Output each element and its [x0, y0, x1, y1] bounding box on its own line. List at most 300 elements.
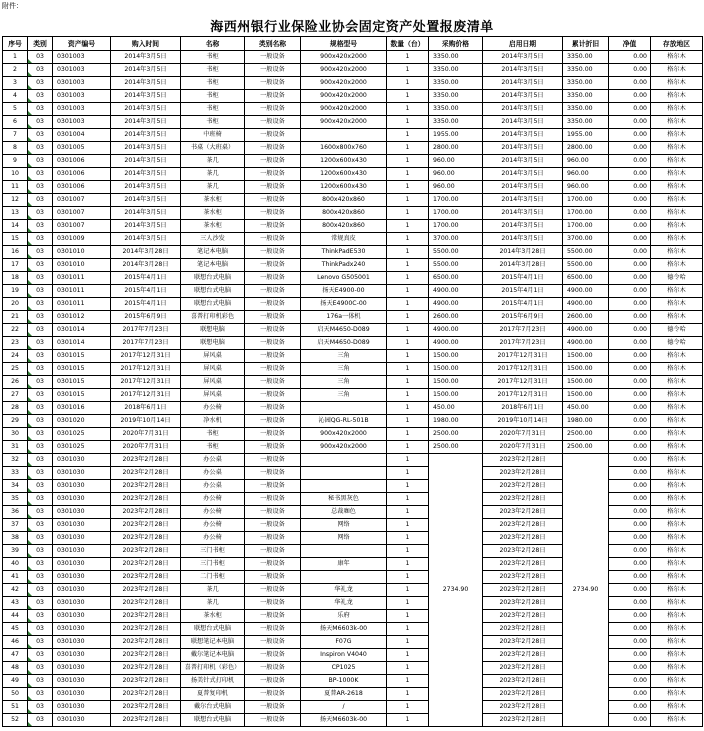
- cell-category-name: 一般设备: [245, 597, 301, 610]
- cell-start-date: 2019年10月14日: [483, 415, 563, 428]
- cell-asset-number: 0301011: [53, 285, 111, 298]
- cell-purchase-date: 2023年2月28日: [111, 610, 181, 623]
- cell-name: 书柜: [181, 428, 245, 441]
- cell-category-name: 一般设备: [245, 675, 301, 688]
- header-start-date: 启用日期: [483, 37, 563, 51]
- cell-quantity: 1: [387, 142, 429, 155]
- cell-seq: 34: [3, 480, 28, 493]
- cell-spec-model: 三角: [301, 363, 387, 376]
- cell-net-value: 0.00: [609, 246, 651, 259]
- cell-start-date: 2018年6月1日: [483, 402, 563, 415]
- cell-asset-number: 0301003: [53, 77, 111, 90]
- cell-name: 屏风桌: [181, 350, 245, 363]
- cell-net-value: 0.00: [609, 194, 651, 207]
- cell-purchase-date: 2018年6月1日: [111, 402, 181, 415]
- cell-storage-area: 格尔木: [651, 194, 703, 207]
- cell-purchase-date: 2023年2月28日: [111, 688, 181, 701]
- cell-category-name: 一般设备: [245, 532, 301, 545]
- cell-seq: 10: [3, 168, 28, 181]
- cell-category-name: 一般设备: [245, 701, 301, 714]
- cell-purchase-date: 2023年2月28日: [111, 545, 181, 558]
- cell-net-value: 0.00: [609, 441, 651, 454]
- cell-seq: 3: [3, 77, 28, 90]
- cell-net-value: 0.00: [609, 90, 651, 103]
- cell-name: 书柜: [181, 90, 245, 103]
- cell-accumulated-depreciation: 1980.00: [563, 415, 609, 428]
- cell-category: 03: [28, 545, 53, 558]
- cell-quantity: 1: [387, 337, 429, 350]
- cell-purchase-price: 960.00: [429, 168, 483, 181]
- cell-spec-model: 扬天M6603k-00: [301, 714, 387, 727]
- cell-name: 联想台式电脑: [181, 285, 245, 298]
- cell-purchase-price: 1500.00: [429, 363, 483, 376]
- cell-asset-number: 0301011: [53, 272, 111, 285]
- cell-asset-number: 0301015: [53, 389, 111, 402]
- cell-net-value: 0.00: [609, 376, 651, 389]
- cell-spec-model: 夏普AR-2618: [301, 688, 387, 701]
- table-row: [3, 116, 703, 129]
- cell-storage-area: 格尔木: [651, 454, 703, 467]
- cell-seq: 29: [3, 415, 28, 428]
- cell-asset-number: 0301030: [53, 571, 111, 584]
- cell-category-name: 一般设备: [245, 77, 301, 90]
- table-row: [3, 220, 703, 233]
- cell-name: 戴尔笔记本电脑: [181, 649, 245, 662]
- cell-category-name: 一般设备: [245, 636, 301, 649]
- cell-category-name: 一般设备: [245, 181, 301, 194]
- cell-category-name: 一般设备: [245, 493, 301, 506]
- cell-storage-area: 格尔木: [651, 558, 703, 571]
- cell-spec-model: 网络: [301, 519, 387, 532]
- cell-quantity: 1: [387, 168, 429, 181]
- cell-net-value: 0.00: [609, 350, 651, 363]
- cell-purchase-date: 2015年4月1日: [111, 285, 181, 298]
- cell-seq: 43: [3, 597, 28, 610]
- cell-name: 茶几: [181, 168, 245, 181]
- cell-purchase-price: 1500.00: [429, 389, 483, 402]
- cell-name: 茶几: [181, 155, 245, 168]
- table-row: [3, 194, 703, 207]
- cell-quantity: 1: [387, 324, 429, 337]
- cell-seq: 49: [3, 675, 28, 688]
- table-row: [3, 181, 703, 194]
- cell-net-value: 0.00: [609, 545, 651, 558]
- cell-purchase-price: 4900.00: [429, 285, 483, 298]
- cell-purchase-date: 2017年12月31日: [111, 350, 181, 363]
- cell-storage-area: 格尔木: [651, 415, 703, 428]
- cell-start-date: 2017年7月23日: [483, 337, 563, 350]
- cell-purchase-price: 2500.00: [429, 441, 483, 454]
- cell-quantity: 1: [387, 480, 429, 493]
- cell-accumulated-depreciation: 3350.00: [563, 64, 609, 77]
- cell-category-name: 一般设备: [245, 545, 301, 558]
- cell-quantity: 1: [387, 350, 429, 363]
- cell-quantity: 1: [387, 220, 429, 233]
- cell-name: 联想电脑: [181, 337, 245, 350]
- cell-name: 办公椅: [181, 532, 245, 545]
- cell-storage-area: 格尔木: [651, 584, 703, 597]
- cell-storage-area: 格尔木: [651, 207, 703, 220]
- asset-disposal-table: [2, 36, 703, 727]
- cell-seq: 15: [3, 233, 28, 246]
- cell-name: 书柜: [181, 103, 245, 116]
- cell-accumulated-depreciation: 960.00: [563, 155, 609, 168]
- cell-category-name: 一般设备: [245, 441, 301, 454]
- cell-seq: 18: [3, 272, 28, 285]
- cell-category-name: 一般设备: [245, 259, 301, 272]
- cell-asset-number: 0301030: [53, 675, 111, 688]
- cell-quantity: 1: [387, 532, 429, 545]
- cell-quantity: 1: [387, 428, 429, 441]
- cell-net-value: 0.00: [609, 337, 651, 350]
- cell-purchase-date: 2023年2月28日: [111, 675, 181, 688]
- cell-net-value: 0.00: [609, 129, 651, 142]
- cell-net-value: 0.00: [609, 480, 651, 493]
- cell-purchase-price: 1955.00: [429, 129, 483, 142]
- cell-category-name: 一般设备: [245, 233, 301, 246]
- cell-asset-number: 0301030: [53, 649, 111, 662]
- cell-category-name: 一般设备: [245, 467, 301, 480]
- table-row: [3, 233, 703, 246]
- cell-purchase-price: 960.00: [429, 155, 483, 168]
- cell-quantity: 1: [387, 207, 429, 220]
- cell-name: 夏普复印机: [181, 688, 245, 701]
- cell-net-value: 0.00: [609, 298, 651, 311]
- cell-start-date: 2014年3月28日: [483, 246, 563, 259]
- cell-category-name: 一般设备: [245, 376, 301, 389]
- cell-spec-model: 扬天E4900-00: [301, 285, 387, 298]
- cell-accumulated-depreciation: 2600.00: [563, 311, 609, 324]
- table-row: [3, 298, 703, 311]
- cell-start-date: 2014年3月5日: [483, 90, 563, 103]
- cell-spec-model: [301, 129, 387, 142]
- cell-purchase-price: 450.00: [429, 402, 483, 415]
- cell-seq: 27: [3, 389, 28, 402]
- cell-storage-area: 格尔木: [651, 480, 703, 493]
- cell-category: 03: [28, 649, 53, 662]
- cell-purchase-date: 2017年7月23日: [111, 337, 181, 350]
- table-row: [3, 246, 703, 259]
- cell-category: 03: [28, 480, 53, 493]
- cell-category: 03: [28, 493, 53, 506]
- cell-storage-area: 格尔木: [651, 532, 703, 545]
- cell-name: 屏风桌: [181, 363, 245, 376]
- cell-storage-area: 格尔木: [651, 597, 703, 610]
- cell-name: 办公桌: [181, 467, 245, 480]
- page-title: 海西州银行业保险业协会固定资产处置报废清单: [210, 20, 494, 35]
- cell-spec-model: 三角: [301, 389, 387, 402]
- cell-start-date: 2017年12月31日: [483, 376, 563, 389]
- cell-name: 戴尔台式电脑: [181, 701, 245, 714]
- cell-spec-model: 秘书黑灰色: [301, 493, 387, 506]
- cell-asset-number: 0301005: [53, 142, 111, 155]
- cell-seq: 42: [3, 584, 28, 597]
- cell-category-name: 一般设备: [245, 142, 301, 155]
- header-accumulated-depreciation: 累计折旧: [563, 37, 609, 51]
- cell-seq: 2: [3, 64, 28, 77]
- cell-storage-area: 格尔木: [651, 168, 703, 181]
- cell-category: 03: [28, 194, 53, 207]
- cell-purchase-date: 2015年4月1日: [111, 298, 181, 311]
- cell-spec-model: Lenovo G505001: [301, 272, 387, 285]
- cell-seq: 39: [3, 545, 28, 558]
- cell-category-name: 一般设备: [245, 662, 301, 675]
- cell-asset-number: 0301009: [53, 233, 111, 246]
- cell-category-name: 一般设备: [245, 51, 301, 64]
- cell-category: 03: [28, 207, 53, 220]
- cell-purchase-date: 2023年2月28日: [111, 519, 181, 532]
- cell-purchase-date: 2023年2月28日: [111, 493, 181, 506]
- cell-category-name: 一般设备: [245, 350, 301, 363]
- cell-accumulated-depreciation: 1500.00: [563, 376, 609, 389]
- cell-category: 03: [28, 415, 53, 428]
- cell-category-name: 一般设备: [245, 558, 301, 571]
- cell-accumulated-depreciation: 1700.00: [563, 220, 609, 233]
- cell-spec-model: 800x420x860: [301, 220, 387, 233]
- cell-seq: 8: [3, 142, 28, 155]
- cell-start-date: 2023年2月28日: [483, 532, 563, 545]
- cell-start-date: 2014年3月5日: [483, 77, 563, 90]
- cell-purchase-date: 2014年3月5日: [111, 116, 181, 129]
- cell-asset-number: 0301030: [53, 610, 111, 623]
- cell-category: 03: [28, 532, 53, 545]
- cell-quantity: 1: [387, 506, 429, 519]
- cell-purchase-price: 5500.00: [429, 246, 483, 259]
- cell-start-date: 2014年3月5日: [483, 155, 563, 168]
- cell-accumulated-depreciation: 5500.00: [563, 259, 609, 272]
- cell-quantity: 1: [387, 298, 429, 311]
- cell-quantity: 1: [387, 545, 429, 558]
- cell-name: 联想笔记本电脑: [181, 636, 245, 649]
- cell-category-name: 一般设备: [245, 194, 301, 207]
- cell-seq: 11: [3, 181, 28, 194]
- cell-name: 办公桌: [181, 480, 245, 493]
- cell-seq: 1: [3, 51, 28, 64]
- cell-category-name: 一般设备: [245, 454, 301, 467]
- cell-accumulated-depreciation: 3350.00: [563, 90, 609, 103]
- header-category-name: 类别名称: [245, 37, 301, 51]
- cell-purchase-price: 1700.00: [429, 207, 483, 220]
- cell-purchase-date: 2014年3月5日: [111, 51, 181, 64]
- cell-start-date: 2023年2月28日: [483, 636, 563, 649]
- cell-category: 03: [28, 402, 53, 415]
- cell-spec-model: [301, 402, 387, 415]
- cell-quantity: 1: [387, 90, 429, 103]
- table-row: [3, 428, 703, 441]
- cell-net-value: 0.00: [609, 675, 651, 688]
- cell-net-value: 0.00: [609, 597, 651, 610]
- cell-asset-number: 0301003: [53, 64, 111, 77]
- cell-quantity: 1: [387, 376, 429, 389]
- table-row: [3, 103, 703, 116]
- cell-net-value: 0.00: [609, 181, 651, 194]
- cell-net-value: 0.00: [609, 142, 651, 155]
- cell-net-value: 0.00: [609, 532, 651, 545]
- cell-asset-number: 0301014: [53, 324, 111, 337]
- cell-purchase-price: 3350.00: [429, 77, 483, 90]
- cell-storage-area: 格尔木: [651, 402, 703, 415]
- cell-name: 笔记本电脑: [181, 259, 245, 272]
- cell-quantity: 1: [387, 402, 429, 415]
- cell-accumulated-depreciation: 1500.00: [563, 363, 609, 376]
- cell-name: 三人沙发: [181, 233, 245, 246]
- cell-asset-number: 0301015: [53, 350, 111, 363]
- cell-net-value: 0.00: [609, 662, 651, 675]
- cell-purchase-date: 2023年2月28日: [111, 636, 181, 649]
- cell-net-value: 0.00: [609, 571, 651, 584]
- cell-net-value: 0.00: [609, 493, 651, 506]
- cell-purchase-date: 2014年3月5日: [111, 64, 181, 77]
- cell-purchase-price: 2500.00: [429, 428, 483, 441]
- cell-name: 茶几: [181, 181, 245, 194]
- cell-purchase-price: 4900.00: [429, 337, 483, 350]
- header-storage-area: 存放地区: [651, 37, 703, 51]
- cell-net-value: 0.00: [609, 168, 651, 181]
- cell-seq: 14: [3, 220, 28, 233]
- cell-category: 03: [28, 337, 53, 350]
- cell-quantity: 1: [387, 493, 429, 506]
- cell-spec-model: 900x420x2000: [301, 116, 387, 129]
- cell-quantity: 1: [387, 285, 429, 298]
- cell-asset-number: 0301015: [53, 376, 111, 389]
- cell-start-date: 2023年2月28日: [483, 597, 563, 610]
- cell-storage-area: 格尔木: [651, 285, 703, 298]
- cell-accumulated-depreciation: 3350.00: [563, 116, 609, 129]
- cell-start-date: 2014年3月28日: [483, 259, 563, 272]
- cell-purchase-date: 2014年3月28日: [111, 259, 181, 272]
- cell-start-date: 2017年12月31日: [483, 363, 563, 376]
- cell-spec-model: 900x420x2000: [301, 51, 387, 64]
- cell-name: 喜普打印机（彩色）: [181, 662, 245, 675]
- cell-storage-area: 德令哈: [651, 337, 703, 350]
- cell-quantity: 1: [387, 688, 429, 701]
- cell-category: 03: [28, 441, 53, 454]
- cell-name: 联想台式电脑: [181, 714, 245, 727]
- cell-start-date: 2014年3月5日: [483, 220, 563, 233]
- cell-purchase-date: 2014年3月5日: [111, 233, 181, 246]
- cell-net-value: 0.00: [609, 220, 651, 233]
- cell-seq: 50: [3, 688, 28, 701]
- cell-spec-model: 176a一体机: [301, 311, 387, 324]
- cell-category-name: 一般设备: [245, 90, 301, 103]
- cell-asset-number: 0301012: [53, 311, 111, 324]
- cell-category: 03: [28, 428, 53, 441]
- cell-spec-model: 三角: [301, 350, 387, 363]
- cell-seq: 40: [3, 558, 28, 571]
- cell-storage-area: 格尔木: [651, 623, 703, 636]
- cell-quantity: 1: [387, 597, 429, 610]
- cell-asset-number: 0301030: [53, 623, 111, 636]
- cell-spec-model: 启天M4650-D089: [301, 337, 387, 350]
- cell-name: 茶水柜: [181, 194, 245, 207]
- cell-category-name: 一般设备: [245, 246, 301, 259]
- cell-start-date: 2023年2月28日: [483, 506, 563, 519]
- cell-net-value: 0.00: [609, 714, 651, 727]
- table-row: [3, 441, 703, 454]
- cell-name: 书桌（大班桌）: [181, 142, 245, 155]
- cell-purchase-date: 2014年3月5日: [111, 90, 181, 103]
- cell-name: 书柜: [181, 64, 245, 77]
- cell-spec-model: 总裁咖色: [301, 506, 387, 519]
- header-quantity: 数量（台）: [387, 37, 429, 51]
- cell-net-value: 0.00: [609, 259, 651, 272]
- cell-asset-number: 0301015: [53, 363, 111, 376]
- table-row: [3, 259, 703, 272]
- cell-quantity: 1: [387, 467, 429, 480]
- cell-seq: 20: [3, 298, 28, 311]
- cell-seq: 35: [3, 493, 28, 506]
- cell-quantity: 1: [387, 610, 429, 623]
- cell-asset-number: 0301030: [53, 662, 111, 675]
- cell-category: 03: [28, 181, 53, 194]
- cell-purchase-date: 2014年3月5日: [111, 129, 181, 142]
- cell-asset-number: 0301030: [53, 636, 111, 649]
- cell-category: 03: [28, 311, 53, 324]
- cell-start-date: 2023年2月28日: [483, 688, 563, 701]
- cell-storage-area: 德令哈: [651, 272, 703, 285]
- cell-net-value: 0.00: [609, 103, 651, 116]
- cell-category-name: 一般设备: [245, 428, 301, 441]
- cell-start-date: 2014年3月5日: [483, 116, 563, 129]
- cell-asset-number: 0301007: [53, 220, 111, 233]
- cell-start-date: 2023年2月28日: [483, 545, 563, 558]
- cell-asset-number: 0301006: [53, 181, 111, 194]
- cell-purchase-price: 2734.90: [429, 454, 483, 727]
- cell-quantity: 1: [387, 363, 429, 376]
- cell-net-value: 0.00: [609, 77, 651, 90]
- cell-net-value: 0.00: [609, 233, 651, 246]
- cell-start-date: 2014年3月5日: [483, 233, 563, 246]
- cell-purchase-date: 2023年2月28日: [111, 623, 181, 636]
- cell-storage-area: 格尔木: [651, 259, 703, 272]
- cell-spec-model: [301, 571, 387, 584]
- cell-storage-area: 格尔木: [651, 129, 703, 142]
- cell-purchase-date: 2015年6月9日: [111, 311, 181, 324]
- cell-purchase-price: 1700.00: [429, 220, 483, 233]
- cell-category: 03: [28, 246, 53, 259]
- cell-purchase-date: 2023年2月28日: [111, 454, 181, 467]
- cell-purchase-date: 2023年2月28日: [111, 714, 181, 727]
- cell-spec-model: [301, 454, 387, 467]
- cell-name: 屏风桌: [181, 376, 245, 389]
- cell-seq: 44: [3, 610, 28, 623]
- cell-start-date: 2023年2月28日: [483, 584, 563, 597]
- cell-purchase-date: 2023年2月28日: [111, 662, 181, 675]
- cell-start-date: 2017年12月31日: [483, 350, 563, 363]
- cell-name: 三门书柜: [181, 558, 245, 571]
- cell-purchase-date: 2017年12月31日: [111, 376, 181, 389]
- cell-category: 03: [28, 662, 53, 675]
- cell-storage-area: 格尔木: [651, 220, 703, 233]
- cell-asset-number: 0301004: [53, 129, 111, 142]
- cell-spec-model: 1200x600x430: [301, 155, 387, 168]
- cell-accumulated-depreciation: 2800.00: [563, 142, 609, 155]
- cell-category: 03: [28, 155, 53, 168]
- cell-seq: 6: [3, 116, 28, 129]
- cell-spec-model: ThinkPadE530: [301, 246, 387, 259]
- cell-purchase-price: 2600.00: [429, 311, 483, 324]
- cell-start-date: 2014年3月5日: [483, 64, 563, 77]
- cell-net-value: 0.00: [609, 207, 651, 220]
- cell-accumulated-depreciation: 4900.00: [563, 324, 609, 337]
- cell-start-date: 2023年2月28日: [483, 701, 563, 714]
- cell-asset-number: 0301030: [53, 545, 111, 558]
- cell-asset-number: 0301030: [53, 714, 111, 727]
- cell-name: 联想电脑: [181, 324, 245, 337]
- cell-purchase-date: 2014年3月5日: [111, 220, 181, 233]
- cell-spec-model: F07G: [301, 636, 387, 649]
- cell-quantity: 1: [387, 389, 429, 402]
